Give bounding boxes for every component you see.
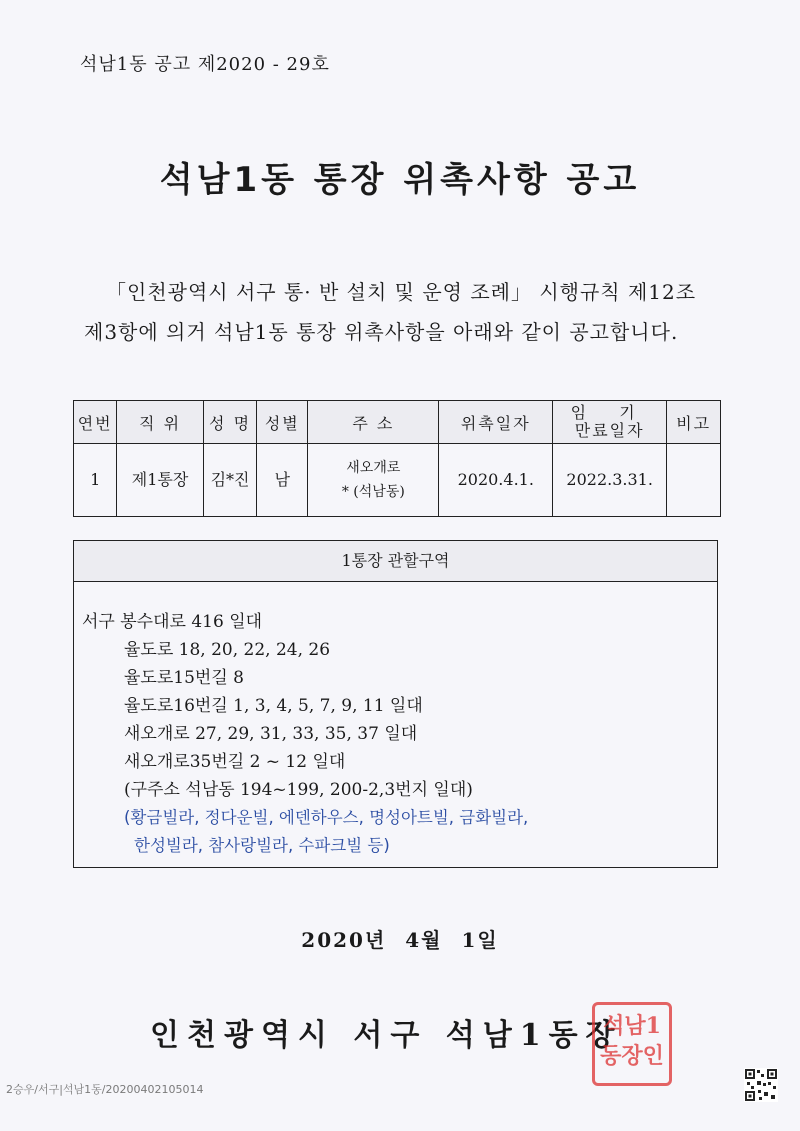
intro-line-1: 「인천광역시 서구 통· 반 설치 및 운영 조례」 시행규칙 제12조 bbox=[106, 280, 697, 304]
cell-no: 1 bbox=[74, 444, 117, 517]
district-heading: 1통장 관할구역 bbox=[74, 541, 717, 582]
cell-note bbox=[667, 444, 721, 517]
cell-role: 제1통장 bbox=[117, 444, 203, 517]
header-no: 연번 bbox=[74, 401, 117, 444]
cell-term-end: 2022.3.31. bbox=[553, 444, 667, 517]
cell-name: 김*진 bbox=[203, 444, 257, 517]
header-term-end-line2: 만료일자 bbox=[574, 421, 645, 440]
notice-number: 석남1동 공고 제2020 - 29호 bbox=[80, 54, 330, 75]
footer-document-id: 2승우/서구|석남1동/20200402105014 bbox=[6, 1083, 204, 1096]
official-seal-stamp bbox=[592, 1002, 672, 1086]
district-list bbox=[82, 608, 709, 860]
header-appointed: 위촉일자 bbox=[439, 401, 553, 444]
header-name: 성 명 bbox=[203, 401, 257, 444]
header-term-end bbox=[553, 401, 667, 444]
cell-address bbox=[308, 444, 439, 517]
appointment-table bbox=[73, 400, 721, 517]
issue-date: 2020년 4월 1일 bbox=[301, 928, 499, 952]
district-line: (황금빌라, 정다운빌, 에덴하우스, 명성아트빌, 금화빌라, bbox=[124, 808, 529, 827]
header-term-end-line1: 임 기 bbox=[570, 403, 649, 422]
cell-appointed: 2020.4.1. bbox=[439, 444, 553, 517]
district-line: 서구 봉수대로 416 일대 bbox=[82, 612, 263, 632]
table-header-row bbox=[74, 401, 721, 444]
cell-address-line1: 새오개로 bbox=[346, 460, 401, 476]
district-line: 새오개로 27, 29, 31, 33, 35, 37 일대 bbox=[124, 724, 418, 744]
seal-text: 석남1 동장인 bbox=[600, 1013, 664, 1069]
district-line: 율도로 18, 20, 22, 24, 26 bbox=[124, 640, 331, 660]
cell-sex: 남 bbox=[257, 444, 308, 517]
page-title: 석남1동 통장 위촉사항 공고 bbox=[159, 160, 641, 200]
header-sex: 성별 bbox=[257, 401, 308, 444]
header-role: 직 위 bbox=[117, 401, 203, 444]
header-address: 주 소 bbox=[308, 401, 439, 444]
table-row bbox=[74, 444, 721, 517]
district-line: 새오개로35번길 2 ~ 12 일대 bbox=[124, 752, 346, 772]
qr-code-icon bbox=[744, 1068, 778, 1102]
district-box bbox=[73, 540, 718, 868]
cell-address-line2: * (석남동) bbox=[341, 484, 405, 500]
district-line: 율도로16번길 1, 3, 4, 5, 7, 9, 11 일대 bbox=[124, 696, 423, 716]
issuer-name: 인천광역시 서구 석남1동장 bbox=[150, 1018, 623, 1053]
district-line: 율도로15번길 8 bbox=[124, 668, 244, 688]
intro-paragraph bbox=[84, 272, 724, 352]
district-line: (구주소 석남동 194~199, 200-2,3번지 일대) bbox=[124, 780, 473, 800]
header-note: 비고 bbox=[667, 401, 721, 444]
intro-line-2: 제3항에 의거 석남1동 통장 위촉사항을 아래와 같이 공고합니다. bbox=[84, 320, 679, 344]
district-line: 한성빌라, 참사랑빌라, 수파크빌 등) bbox=[134, 836, 390, 855]
